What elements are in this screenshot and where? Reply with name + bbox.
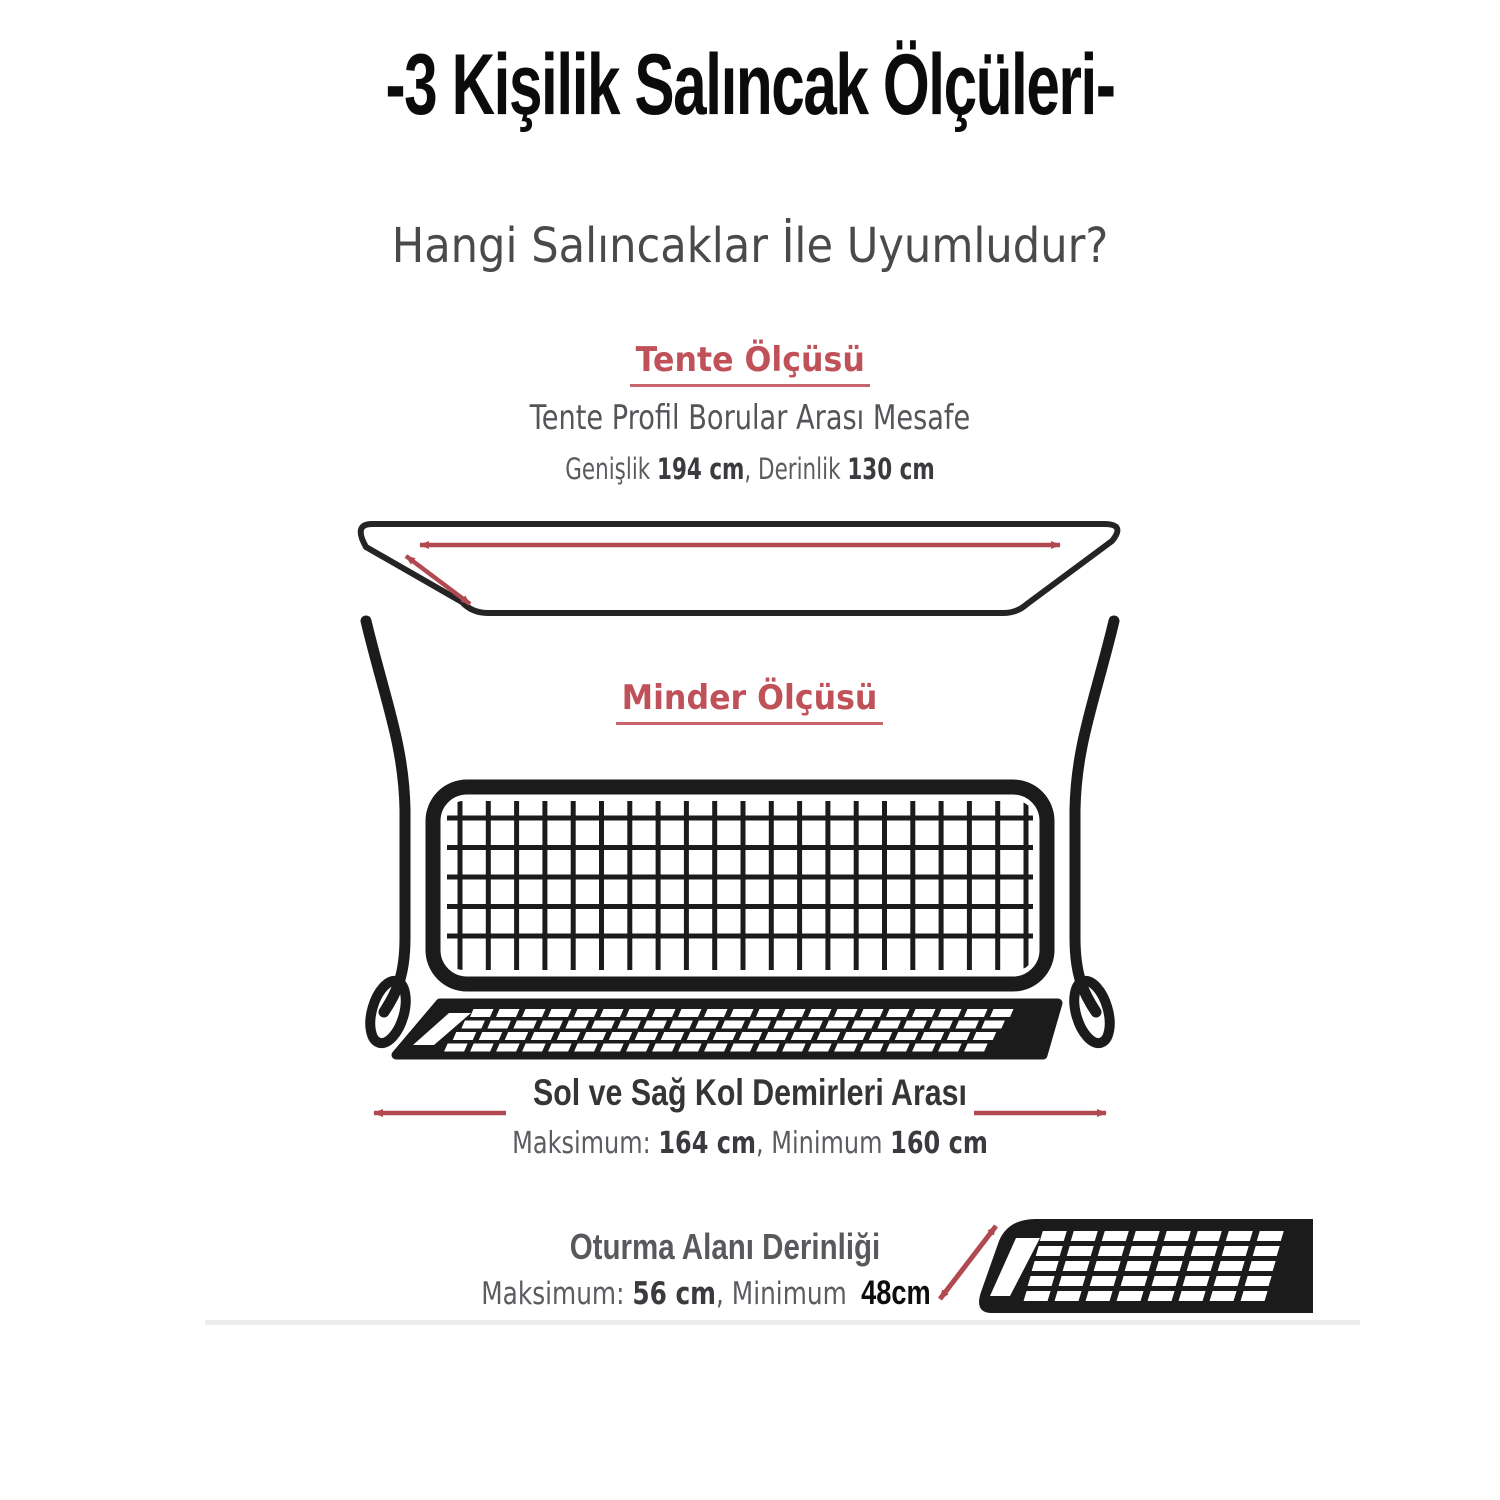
tente-heading: Tente Ölçüsü — [630, 340, 870, 387]
tente-depth-label: , Derinlik — [744, 452, 848, 486]
oturma-max-label: Maksimum: — [481, 1276, 633, 1312]
kol-max-label: Maksimum: — [512, 1126, 659, 1161]
tente-width-value: 194 cm — [657, 452, 745, 486]
tente-section — [0, 340, 1500, 387]
minder-heading: Minder Ölçüsü — [617, 678, 884, 725]
kol-min-value: 160 cm — [890, 1126, 988, 1161]
tente-dimensions — [195, 452, 1305, 486]
tente-description: Tente Profil Borular Arası Mesafe — [529, 398, 971, 438]
oturma-heading: Oturma Alanı Derinliği — [569, 1226, 881, 1267]
kol-max-value: 164 cm — [658, 1126, 757, 1161]
page-title: -3 Kişilik Salıncak Ölçüleri- — [385, 37, 1115, 133]
tente-width-label: Genişlik — [565, 452, 658, 486]
kol-dimensions — [150, 1126, 1350, 1161]
oturma-min-label: , Minimum — [716, 1276, 847, 1312]
image-bottom-shadow — [205, 1320, 1360, 1325]
kol-heading: Sol ve Sağ Kol Demirleri Arası — [533, 1072, 967, 1113]
tente-depth-value: 130 cm — [847, 452, 935, 486]
oturma-min-value: 48cm — [861, 1274, 931, 1312]
kol-min-label: , Minimum — [756, 1126, 891, 1161]
compatibility-question: Hangi Salıncaklar İle Uyumludur? — [391, 218, 1109, 274]
oturma-max-value: 56 cm — [632, 1276, 717, 1312]
minder-section — [0, 678, 1500, 725]
canopy-diagram — [361, 524, 1118, 613]
oturma-dimensions — [141, 1274, 1271, 1313]
